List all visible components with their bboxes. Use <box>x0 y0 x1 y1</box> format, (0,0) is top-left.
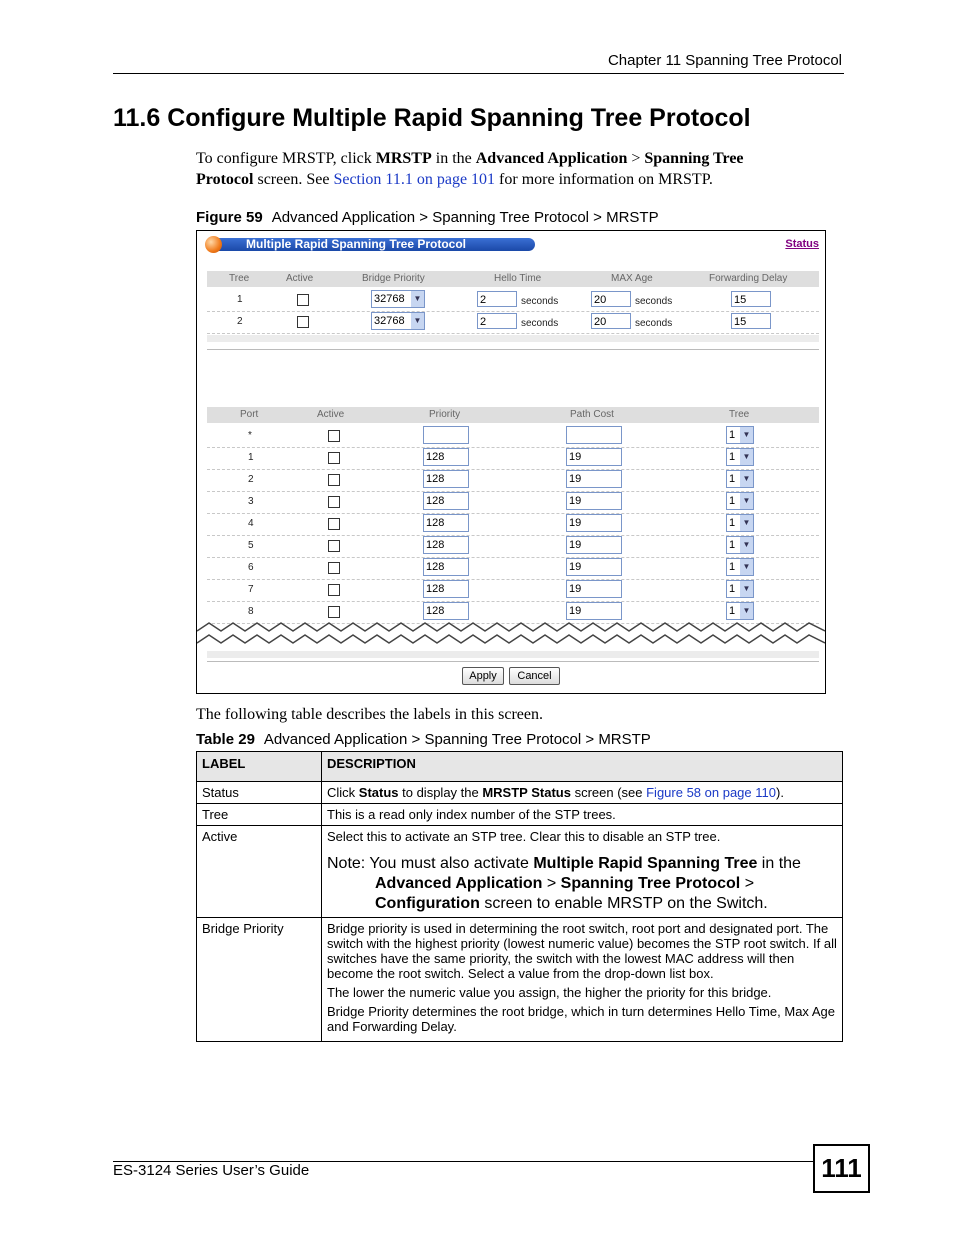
chevron-down-icon: ▼ <box>740 559 753 575</box>
bridge-priority-value: 32768 <box>374 315 405 327</box>
port-table-header <box>207 407 819 423</box>
port-number: 8 <box>248 606 254 617</box>
bridge-priority-select[interactable] <box>371 312 425 330</box>
desc-text: Bridge Priority determines the root bridge, which in turn determines Hello Time, Max Age and Forwarding Delay. <box>327 1004 835 1034</box>
path-cost-input[interactable]: 19 <box>566 536 622 554</box>
tree-value: 1 <box>729 583 736 595</box>
bridge-priority-value: 32768 <box>374 293 405 305</box>
section-link[interactable]: Section 11.1 on page 101 <box>333 171 496 188</box>
figure-title: Advanced Application > Spanning Tree Protocol > MRSTP <box>271 209 659 226</box>
port-number: 5 <box>248 540 254 551</box>
path-cost-input[interactable] <box>566 426 622 444</box>
tree-table-header <box>207 271 819 287</box>
chevron-down-icon: ▼ <box>740 537 753 553</box>
port-number: 4 <box>248 518 254 529</box>
bottom-divider <box>207 651 819 658</box>
desc-text: to display the <box>398 785 483 800</box>
orb-icon <box>205 236 222 253</box>
max-age-input[interactable]: 20 <box>591 313 631 329</box>
col-active: Active <box>317 409 345 420</box>
figure-caption <box>196 209 659 226</box>
col-hello-time: Hello Time <box>494 273 542 284</box>
table-row <box>197 804 843 826</box>
port-number: 1 <box>248 452 254 463</box>
unit-label: seconds <box>635 318 673 329</box>
unit-label: seconds <box>521 318 559 329</box>
table-header-row <box>197 752 843 782</box>
desc-text: The lower the numeric value you assign, the higher the priority for this bridge. <box>327 985 772 1000</box>
table-title: Advanced Application > Spanning Tree Protocol > MRSTP <box>263 731 651 748</box>
bridge-priority-select[interactable] <box>371 290 425 308</box>
hello-time-input[interactable]: 2 <box>477 291 517 307</box>
port-number: 2 <box>248 474 254 485</box>
col-forwarding-delay: Forwarding Delay <box>709 273 788 284</box>
port-active-checkbox[interactable] <box>328 518 340 530</box>
chevron-down-icon: ▼ <box>411 313 424 329</box>
desc-text: Bridge priority is used in determining the root switch, root port and designated port. The switch with the highest priority (lowest numeric value) becomes the STP root switch. If all switches have the same priority, the switch with the lowest MAC address will then become the root switch. Select a value from the drop-down list box. <box>327 921 837 981</box>
section-divider-line <box>207 349 819 350</box>
status-link[interactable]: Status <box>785 238 819 250</box>
note-part: screen to enable MRSTP on the Switch. <box>479 895 768 912</box>
tree-value: 1 <box>729 451 736 463</box>
row-label: Status <box>197 782 322 804</box>
note-bold: Advanced Application <box>375 875 543 892</box>
port-active-checkbox[interactable] <box>328 540 340 552</box>
section-heading: 11.6 Configure Multiple Rapid Spanning Tree Protocol <box>113 104 751 132</box>
intro-text: To configure MRSTP, click <box>196 150 376 167</box>
chapter-header: Chapter 11 Spanning Tree Protocol <box>607 52 842 69</box>
chevron-down-icon: ▼ <box>740 581 753 597</box>
path-cost-input[interactable]: 19 <box>566 580 622 598</box>
row-label: Active <box>197 826 322 918</box>
tree-value: 1 <box>729 495 736 507</box>
tree-value: 1 <box>729 473 736 485</box>
table-row <box>197 826 843 918</box>
path-cost-input[interactable]: 19 <box>566 558 622 576</box>
chevron-down-icon: ▼ <box>740 603 753 619</box>
col-label-header: LABEL <box>197 752 322 782</box>
tree-value: 1 <box>729 561 736 573</box>
port-active-checkbox[interactable] <box>328 474 340 486</box>
priority-input[interactable]: 128 <box>423 602 469 620</box>
desc-bold: MRSTP Status <box>482 785 571 800</box>
tree-select[interactable] <box>726 470 754 488</box>
port-active-checkbox[interactable] <box>328 430 340 442</box>
row-description <box>322 826 843 918</box>
tree-select[interactable] <box>726 558 754 576</box>
desc-text: Select this to activate an STP tree. Clear this to disable an STP tree. <box>327 829 721 844</box>
tree-select[interactable] <box>726 448 754 466</box>
port-number: 7 <box>248 584 254 595</box>
note-bold: Configuration <box>375 895 480 912</box>
port-number: 6 <box>248 562 254 573</box>
col-max-age: MAX Age <box>611 273 653 284</box>
note-part: Note: You must also activate <box>327 855 534 872</box>
section-divider <box>207 335 819 342</box>
torn-edge <box>197 615 825 651</box>
port-active-checkbox[interactable] <box>328 452 340 464</box>
intro-text: for more information on MRSTP. <box>495 171 713 188</box>
chevron-down-icon: ▼ <box>740 471 753 487</box>
path-cost-input[interactable]: 19 <box>566 470 622 488</box>
hello-time-input[interactable]: 2 <box>477 313 517 329</box>
priority-input[interactable]: 128 <box>423 536 469 554</box>
priority-input[interactable]: 128 <box>423 448 469 466</box>
row-description <box>322 918 843 1042</box>
figure-number: Figure 59 <box>196 209 263 226</box>
apply-button[interactable]: Apply <box>462 667 504 685</box>
following-text: The following table describes the labels in this screen. <box>196 706 544 723</box>
port-number: * <box>248 430 252 441</box>
footer-guide: ES-3124 Series User’s Guide <box>113 1162 310 1179</box>
unit-label: seconds <box>635 296 673 307</box>
priority-input[interactable]: 128 <box>423 492 469 510</box>
col-description-header: DESCRIPTION <box>322 752 843 782</box>
tree-active-checkbox[interactable] <box>297 294 309 306</box>
note-bold: Multiple Rapid Spanning Tree <box>533 855 758 872</box>
port-active-checkbox[interactable] <box>328 496 340 508</box>
tree-value: 1 <box>729 429 736 441</box>
chevron-down-icon: ▼ <box>740 449 753 465</box>
note-part: > <box>542 875 561 892</box>
forwarding-delay-input[interactable]: 15 <box>731 313 771 329</box>
chevron-down-icon: ▼ <box>411 291 424 307</box>
chevron-down-icon: ▼ <box>740 427 753 443</box>
intro-text: screen. See <box>253 171 334 188</box>
forwarding-delay-input[interactable]: 15 <box>731 291 771 307</box>
row-description <box>322 782 843 804</box>
col-tree: Tree <box>229 273 250 284</box>
cancel-button[interactable]: Cancel <box>509 667 560 685</box>
note-part: in the <box>757 855 801 872</box>
intro-bold: Advanced Application <box>475 150 628 167</box>
intro-text: in the <box>431 150 476 167</box>
max-age-input[interactable]: 20 <box>591 291 631 307</box>
col-port: Port <box>240 409 259 420</box>
table-caption <box>196 731 651 748</box>
tree-value: 1 <box>729 517 736 529</box>
priority-input[interactable]: 128 <box>423 470 469 488</box>
tree-index: 2 <box>237 316 243 327</box>
desc-bold: Status <box>358 785 399 800</box>
note-part: > <box>740 875 755 892</box>
desc-text: ). <box>775 785 784 800</box>
intro-paragraph <box>196 148 796 190</box>
unit-label: seconds <box>521 296 559 307</box>
bottom-divider-line <box>207 661 819 662</box>
row-description: This is a read only index number of the STP trees. <box>322 804 843 826</box>
col-path-cost: Path Cost <box>570 409 614 420</box>
path-cost-input[interactable]: 19 <box>566 514 622 532</box>
path-cost-input[interactable]: 19 <box>566 448 622 466</box>
col-active: Active <box>286 273 314 284</box>
tree-value: 1 <box>729 605 736 617</box>
mrstp-screenshot <box>196 230 826 694</box>
row-label: Tree <box>197 804 322 826</box>
col-tree: Tree <box>729 409 750 420</box>
page-number: 111 <box>813 1144 870 1193</box>
priority-input[interactable] <box>423 426 469 444</box>
table-row <box>197 918 843 1042</box>
path-cost-input[interactable]: 19 <box>566 602 622 620</box>
screen-title: Multiple Rapid Spanning Tree Protocol <box>246 237 467 251</box>
intro-bold: Spanning Tree Protocol <box>196 150 744 188</box>
tree-index: 1 <box>237 294 243 305</box>
label-description-table <box>196 751 843 1042</box>
tree-select[interactable] <box>726 426 754 444</box>
tree-select[interactable] <box>726 536 754 554</box>
tree-active-checkbox[interactable] <box>297 316 309 328</box>
table-number: Table 29 <box>196 731 255 748</box>
desc-text: Click <box>327 785 359 800</box>
row-label: Bridge Priority <box>197 918 322 1042</box>
note-bold: Spanning Tree Protocol <box>560 875 741 892</box>
screen-title-bar <box>207 238 535 251</box>
chevron-down-icon: ▼ <box>740 515 753 531</box>
path-cost-input[interactable]: 19 <box>566 492 622 510</box>
port-active-checkbox[interactable] <box>328 562 340 574</box>
intro-bold: MRSTP <box>375 150 432 167</box>
tree-value: 1 <box>729 539 736 551</box>
figure-link[interactable]: Figure 58 on page 110 <box>646 785 776 800</box>
intro-text: > <box>627 150 645 167</box>
priority-input[interactable]: 128 <box>423 580 469 598</box>
table-row <box>197 782 843 804</box>
header-rule <box>113 73 844 74</box>
col-priority: Priority <box>429 409 461 420</box>
port-active-checkbox[interactable] <box>328 584 340 596</box>
tree-select[interactable] <box>726 514 754 532</box>
col-bridge-priority: Bridge Priority <box>362 273 425 284</box>
note-text <box>327 854 837 914</box>
priority-input[interactable]: 128 <box>423 514 469 532</box>
tree-select[interactable] <box>726 580 754 598</box>
chevron-down-icon: ▼ <box>740 493 753 509</box>
tree-select[interactable] <box>726 492 754 510</box>
port-number: 3 <box>248 496 254 507</box>
priority-input[interactable]: 128 <box>423 558 469 576</box>
desc-text: screen (see <box>570 785 647 800</box>
